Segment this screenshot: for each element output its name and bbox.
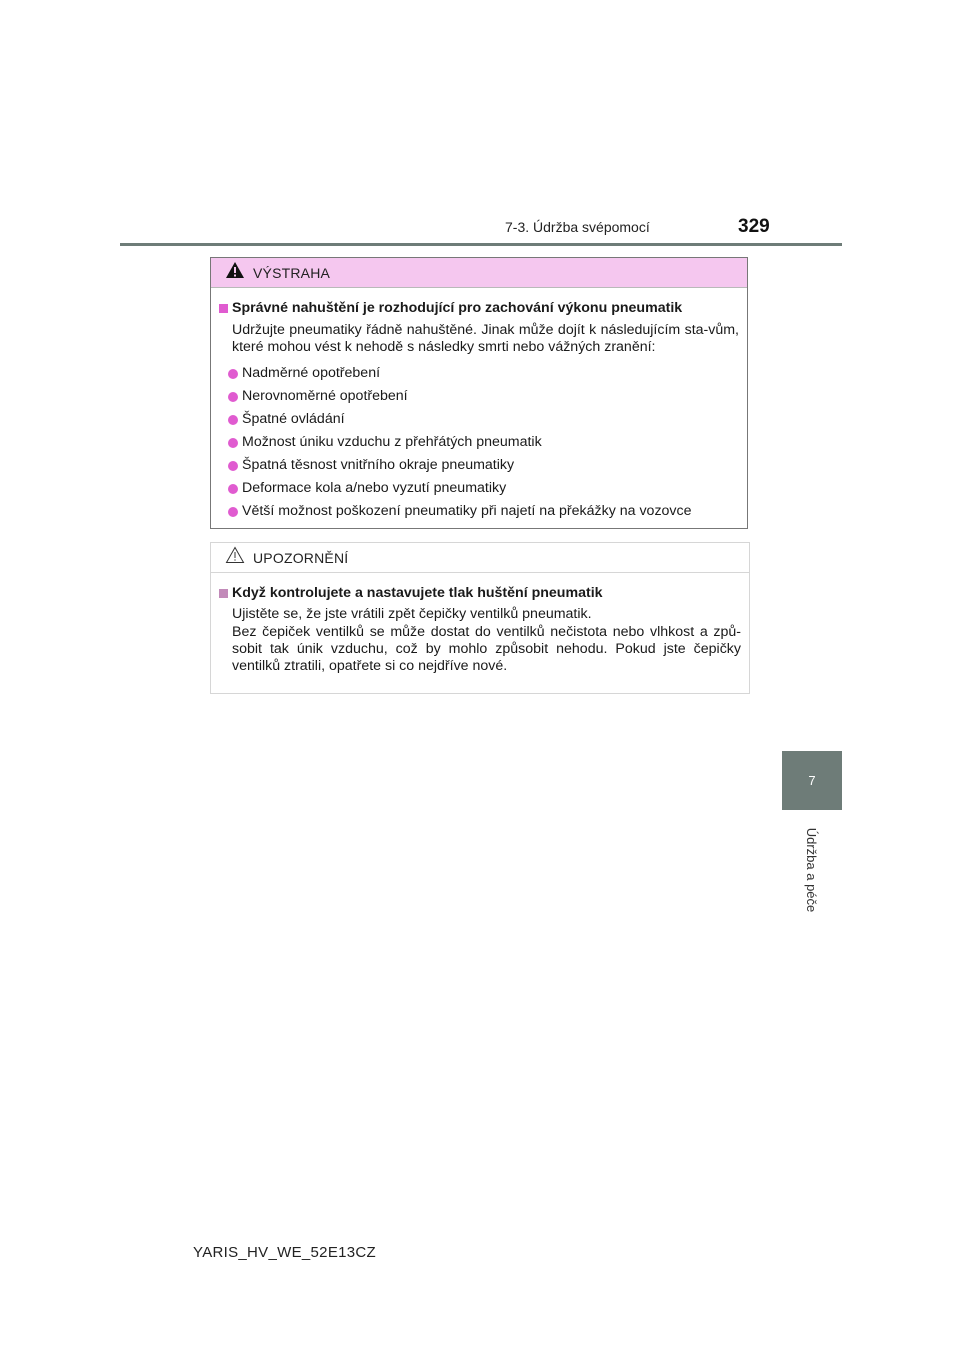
list-item <box>228 477 739 500</box>
caution-subheading <box>219 585 741 602</box>
chapter-title: Údržba a péče <box>804 827 819 913</box>
bullet-dot-icon <box>228 461 238 471</box>
page-number: 329 <box>738 216 770 237</box>
list-item <box>228 454 739 477</box>
bullet-dot-icon <box>228 415 238 425</box>
list-item-text: Možnost úniku vzduchu z přehřátých pneumatik <box>242 434 542 450</box>
list-item-text: Nerovnoměrné opotřebení <box>242 388 408 404</box>
header-divider <box>120 243 842 246</box>
caution-text-2: Bez čepiček ventilků se může dostat do ventilků nečistota nebo vlhkost a způ-sobit tak únik vzduchu, což by mohlo způsobit nehodu. Pokud jste čepičky ventilků ztratili, opatřete si co nejdříve nové. <box>232 624 741 674</box>
chapter-tab <box>782 751 842 810</box>
bullet-dot-icon <box>228 438 238 448</box>
warning-subheading-text: Správné nahuštění je rozhodující pro zachování výkonu pneumatik <box>232 300 683 316</box>
list-item-text: Špatné ovládání <box>242 411 345 427</box>
caution-label: UPOZORNĚNÍ <box>253 549 349 566</box>
warning-list <box>219 362 739 523</box>
caution-text-1: Ujistěte se, že jste vrátili zpět čepičky ventilků pneumatik. <box>232 606 592 622</box>
list-item <box>228 431 739 454</box>
list-item-text: Deformace kola a/nebo vyzutí pneumatiky <box>242 480 507 496</box>
caution-triangle-icon <box>225 546 245 569</box>
list-item-text: Špatná těsnost vnitřního okraje pneumatiky <box>242 457 515 473</box>
list-item <box>228 362 739 385</box>
chapter-number: 7 <box>808 773 816 788</box>
bullet-dot-icon <box>228 484 238 494</box>
list-item <box>228 408 739 431</box>
warning-body <box>211 288 747 523</box>
document-code: YARIS_HV_WE_52E13CZ <box>193 1244 376 1261</box>
bullet-dot-icon <box>228 392 238 402</box>
warning-triangle-icon <box>225 261 245 284</box>
section-title: 7-3. Údržba svépomocí <box>505 219 650 235</box>
square-bullet-icon <box>219 304 228 313</box>
warning-header <box>211 258 747 288</box>
list-item <box>228 500 739 523</box>
caution-header <box>211 543 749 573</box>
list-item-text: Nadměrné opotřebení <box>242 365 381 381</box>
warning-box <box>210 257 748 529</box>
caution-box <box>210 542 750 694</box>
square-bullet-icon <box>219 589 228 598</box>
bullet-dot-icon <box>228 507 238 517</box>
caution-body <box>211 573 749 675</box>
warning-label: VÝSTRAHA <box>253 264 331 281</box>
warning-text: Udržujte pneumatiky řádně nahuštěné. Jinak může dojít k následujícím sta-vům, které mohou vést k nehodě s následky smrti nebo vážných zranění: <box>232 322 739 355</box>
list-item-text: Větší možnost poškození pneumatiky při najetí na překážky na vozovce <box>242 503 692 519</box>
caution-subheading-text: Když kontrolujete a nastavujete tlak huštění pneumatik <box>232 585 603 601</box>
warning-subheading <box>219 300 739 317</box>
bullet-dot-icon <box>228 369 238 379</box>
list-item <box>228 385 739 408</box>
